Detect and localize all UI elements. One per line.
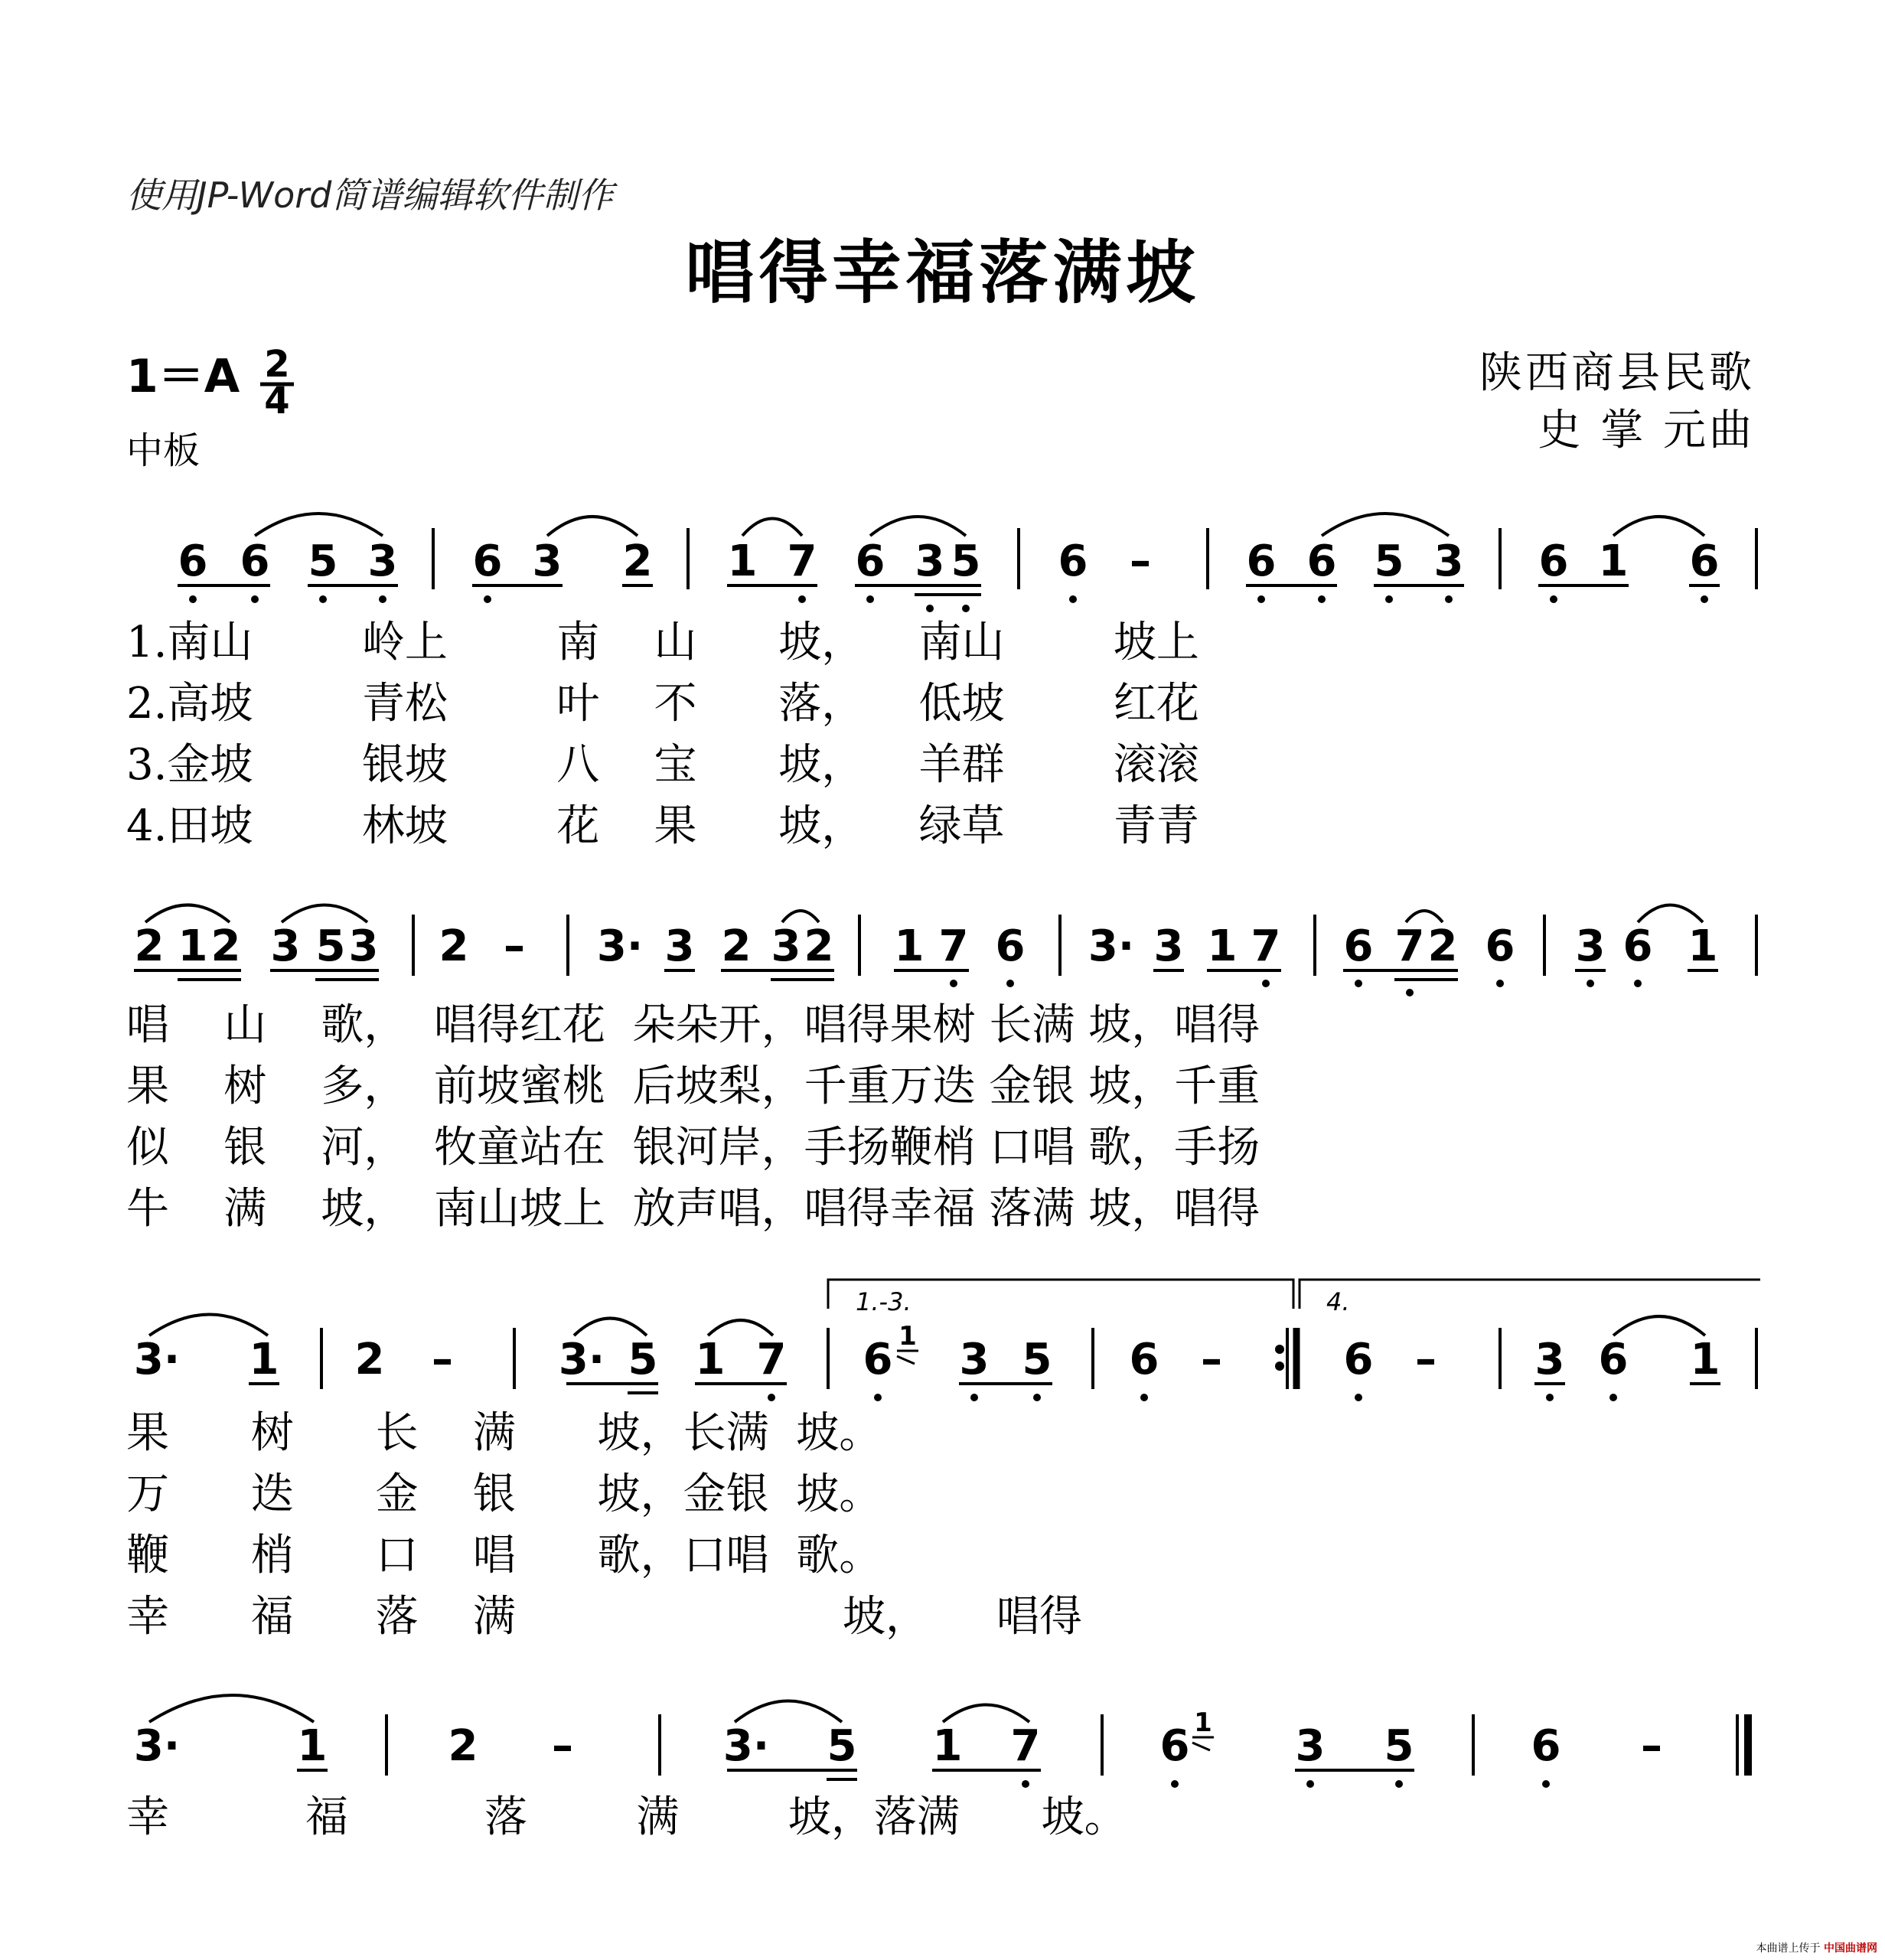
note: 6 bbox=[1343, 921, 1374, 971]
note: 6 bbox=[1246, 536, 1277, 586]
note: 6 bbox=[1622, 921, 1653, 971]
tempo-marking: 中板 bbox=[126, 429, 201, 472]
system-2 bbox=[135, 921, 1718, 971]
volta-second: 4. bbox=[1326, 1287, 1350, 1316]
note: 2 bbox=[622, 536, 653, 586]
note: 1 bbox=[695, 1335, 726, 1384]
note: 2 bbox=[210, 921, 241, 971]
note: 2 bbox=[1427, 921, 1458, 971]
note: 3· bbox=[133, 1721, 181, 1771]
system-3-dots bbox=[768, 1345, 1617, 1401]
note: 3· bbox=[1088, 921, 1135, 971]
note: 5 bbox=[1384, 1721, 1414, 1771]
note: 2 bbox=[804, 921, 834, 971]
software-credit: 使用JP-Word简谱编辑软件制作 bbox=[126, 174, 614, 216]
note: 6 bbox=[855, 536, 885, 586]
note: 2 bbox=[439, 921, 469, 971]
volta-brackets bbox=[828, 1280, 1760, 1309]
upload-text: 本曲谱上传于 bbox=[1756, 1942, 1821, 1955]
system-1 bbox=[178, 536, 1720, 586]
key-signature: 1＝A bbox=[126, 350, 240, 403]
system-3 bbox=[134, 1321, 1720, 1384]
note: 5 bbox=[1022, 1335, 1052, 1384]
note: 3 bbox=[270, 921, 301, 971]
note: 6 bbox=[1538, 536, 1569, 586]
note: 3· bbox=[558, 1335, 605, 1384]
note: 1 bbox=[1207, 921, 1238, 971]
note: 3· bbox=[133, 1335, 181, 1384]
note: 6 bbox=[1531, 1721, 1561, 1771]
note: 7 bbox=[1010, 1721, 1041, 1771]
note: 3 bbox=[959, 1335, 990, 1384]
lyric-line: 唱 山 歌， 唱得红花 朵朵开，唱得果树 长满 坡，唱得 bbox=[126, 1000, 1260, 1050]
note: 1 bbox=[1598, 536, 1629, 586]
time-signature bbox=[260, 343, 294, 422]
site-brand[interactable]: 中国曲谱网 bbox=[1824, 1942, 1877, 1955]
lyric-line: 2.高坡 青松 叶 不 落， 低坡 红花 bbox=[126, 679, 1199, 729]
note: 3· bbox=[596, 921, 644, 971]
dash: – bbox=[1415, 1335, 1437, 1384]
time-bottom: 4 bbox=[264, 380, 290, 422]
note: 2 bbox=[721, 921, 752, 971]
time-top: 2 bbox=[264, 343, 290, 386]
note: 3· bbox=[722, 1721, 770, 1771]
system-3-marks bbox=[149, 1315, 1756, 1394]
note: 5 bbox=[628, 1335, 658, 1384]
lyric-line: 牛 满 坡， 南山坡上 放声唱，唱得幸福 落满 坡，唱得 bbox=[126, 1184, 1260, 1234]
song-title: 唱得幸福落满坡 bbox=[685, 233, 1200, 313]
note: 1 bbox=[1688, 921, 1718, 971]
note: 3 bbox=[1575, 921, 1606, 971]
note: 6 bbox=[863, 1335, 893, 1384]
lyric-line: 3.金坡 银坡 八 宝 坡， 羊群 滚滚 bbox=[126, 740, 1199, 790]
note: 2 bbox=[448, 1721, 478, 1771]
note: 3 bbox=[367, 536, 398, 586]
note: 5 bbox=[315, 921, 346, 971]
upload-note bbox=[1756, 1940, 1877, 1955]
note: 3 bbox=[915, 536, 945, 586]
note: 3 bbox=[664, 921, 695, 971]
note: 6 bbox=[1306, 536, 1337, 586]
system-1-dots bbox=[189, 595, 1708, 612]
system-4 bbox=[134, 1707, 1662, 1771]
note: 6 bbox=[995, 921, 1026, 971]
note: 6 bbox=[1689, 536, 1720, 586]
note: 6 bbox=[1485, 921, 1515, 971]
note: 6 bbox=[1129, 1335, 1159, 1384]
note: 3 bbox=[348, 921, 379, 971]
dash: – bbox=[504, 921, 525, 971]
note: 6 bbox=[178, 536, 208, 586]
dash: – bbox=[552, 1721, 573, 1771]
note: 1 bbox=[932, 1721, 963, 1771]
note: 7 bbox=[787, 536, 817, 586]
dash: – bbox=[1201, 1335, 1222, 1384]
note: 3 bbox=[771, 921, 801, 971]
lyric-line: 1.南山 岭上 南 山 坡， 南山 坡上 bbox=[126, 618, 1199, 667]
note: 6 bbox=[1058, 536, 1088, 586]
lyric-line: 果 树 长 满 坡，长满 坡。 bbox=[126, 1408, 882, 1458]
volta-first: 1.-3. bbox=[856, 1287, 912, 1316]
note: 7 bbox=[756, 1335, 787, 1384]
lyric-line: 似 银 河， 牧童站在 银河岸，手扬鞭梢 口唱 歌，手扬 bbox=[126, 1123, 1260, 1172]
note: 2 bbox=[354, 1335, 385, 1384]
note: 7 bbox=[1251, 921, 1281, 971]
note: 3 bbox=[532, 536, 563, 586]
note: 3 bbox=[1433, 536, 1464, 586]
note: 1 bbox=[727, 536, 758, 586]
composer: 史 掌 元曲 bbox=[1538, 406, 1755, 455]
system-2-dots bbox=[950, 980, 1642, 996]
note: 7 bbox=[938, 921, 969, 971]
dash: – bbox=[1641, 1721, 1662, 1771]
note: 1 bbox=[297, 1721, 328, 1771]
lyric-line: 幸 福 落 满 坡， 唱得 bbox=[126, 1592, 1083, 1642]
note: 6 bbox=[1343, 1335, 1374, 1384]
note: 6 bbox=[240, 536, 270, 586]
lyric-line: 幸 福 落 满 坡，落满 坡。 bbox=[126, 1792, 1127, 1842]
note: 3 bbox=[1295, 1721, 1326, 1771]
system-4-dots bbox=[1022, 1780, 1550, 1788]
note: 1 bbox=[894, 921, 925, 971]
note: 6 bbox=[1598, 1335, 1629, 1384]
dash: – bbox=[1130, 536, 1151, 586]
grace-note: 1 bbox=[1194, 1707, 1212, 1738]
note: 1 bbox=[178, 921, 208, 971]
note: 1 bbox=[1690, 1335, 1720, 1384]
grace-note: 1 bbox=[898, 1321, 917, 1352]
lyric-line: 鞭 梢 口 唱 歌，口唱 歌。 bbox=[126, 1531, 882, 1580]
note: 6 bbox=[1159, 1721, 1190, 1771]
note: 5 bbox=[308, 536, 338, 586]
note: 3 bbox=[1534, 1335, 1565, 1384]
note: 5 bbox=[1374, 536, 1404, 586]
note: 7 bbox=[1394, 921, 1425, 971]
song-source: 陕西商县民歌 bbox=[1479, 348, 1755, 398]
note: 1 bbox=[249, 1335, 279, 1384]
dash: – bbox=[432, 1335, 453, 1384]
note: 3 bbox=[1153, 921, 1184, 971]
note: 5 bbox=[827, 1721, 857, 1771]
note: 2 bbox=[134, 921, 165, 971]
lyric-line: 果 树 多， 前坡蜜桃 后坡梨，千重万迭 金银 坡，千重 bbox=[126, 1062, 1260, 1111]
lyric-line: 4.田坡 林坡 花 果 坡， 绿草 青青 bbox=[126, 801, 1199, 851]
note: 5 bbox=[951, 536, 981, 586]
lyric-line: 万 迭 金 银 坡，金银 坡。 bbox=[126, 1469, 882, 1519]
note: 6 bbox=[472, 536, 503, 586]
